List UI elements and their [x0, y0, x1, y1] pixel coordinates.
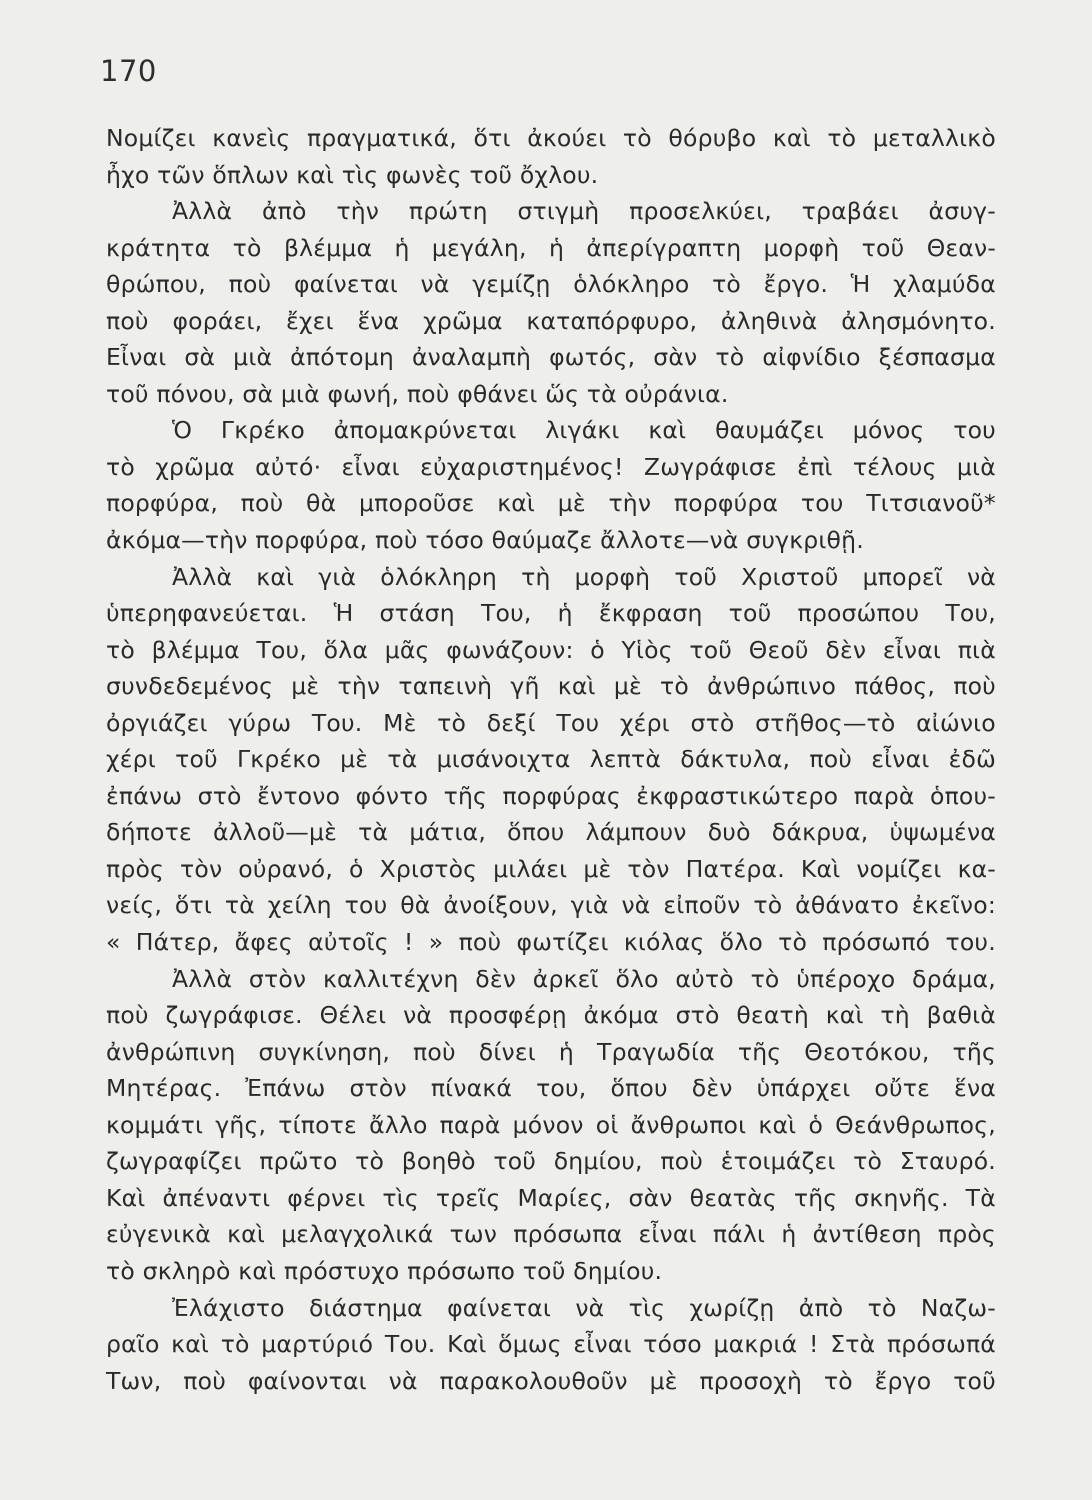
- text-line: ὀργιάζει γύρω Του. Μὲ τὸ δεξί Του χέρι στὸ στῆθος—τὸ αἰώνιο: [106, 708, 996, 737]
- text-line: ἐπάνω στὸ ἔντονο φόντο τῆς πορφύρας ἐκφραστικώτερο παρὰ ὁπου-: [106, 781, 996, 810]
- text-line: δήποτε ἀλλοῦ—μὲ τὰ μάτια, ὅπου λάμπουν δυὸ δάκρυα, ὑψωμένα: [106, 818, 996, 847]
- text-line: Νομίζει κανεὶς πραγματικά, ὅτι ἀκούει τὸ θόρυβο καὶ τὸ μεταλλικὸ: [106, 124, 996, 152]
- text-line: ἦχο τῶν ὅπλων καὶ τὶς φωνὲς τοῦ ὄχλου.: [106, 160, 599, 189]
- text-line: εὐγενικὰ καὶ μελαγχολικά των πρόσωπα εἶναι πάλι ἡ ἀντίθεση πρὸς: [106, 1220, 996, 1249]
- text-line: ποὺ φοράει, ἔχει ἕνα χρῶμα καταπόρφυρο, ἀληθινὰ ἀλησμόνητο.: [106, 306, 996, 335]
- text-line: ραῖο καὶ τὸ μαρτύριό Του. Καὶ ὅμως εἶναι τόσο μακριά ! Στὰ πρόσωπά: [106, 1330, 996, 1359]
- text-line: « Πάτερ, ἄφες αὐτοῖς ! » ποὺ φωτίζει κιόλας ὅλο τὸ πρόσωπό του.: [106, 928, 996, 957]
- text-line: πρὸς τὸν οὐρανό, ὁ Χριστὸς μιλάει μὲ τὸν Πατέρα. Καὶ νομίζει κα-: [106, 854, 996, 883]
- text-line: Καὶ ἀπέναντι φέρνει τὶς τρεῖς Μαρίες, σὰν θεατὰς τῆς σκηνῆς. Τὰ: [106, 1183, 996, 1212]
- text-line: ἀνθρώπινη συγκίνηση, ποὺ δίνει ἡ Τραγωδία τῆς Θεοτόκου, τῆς: [106, 1037, 996, 1066]
- text-line: τὸ βλέμμα Του, ὅλα μᾶς φωνάζουν: ὁ Υἱὸς τοῦ Θεοῦ δὲν εἶναι πιὰ: [106, 635, 996, 664]
- text-line: θρώπου, ποὺ φαίνεται νὰ γεμίζῃ ὁλόκληρο τὸ ἔργο. Ἡ χλαμύδα: [106, 270, 996, 299]
- text-line: Μητέρας. Ἐπάνω στὸν πίνακά του, ὅπου δὲν ὑπάρχει οὔτε ἕνα: [106, 1074, 996, 1103]
- text-line: Ἐλάχιστο διάστημα φαίνεται νὰ τὶς χωρίζῃ ἀπὸ τὸ Ναζω-: [172, 1293, 996, 1322]
- text-line: ποὺ ζωγράφισε. Θέλει νὰ προσφέρῃ ἀκόμα στὸ θεατὴ καὶ τὴ βαθιὰ: [106, 1001, 996, 1030]
- text-line: Ἀλλὰ στὸν καλλιτέχνη δὲν ἀρκεῖ ὅλο αὐτὸ τὸ ὑπέροχο δράμα,: [172, 964, 996, 993]
- text-line: συνδεδεμένος μὲ τὴν ταπεινὴ γῆ καὶ μὲ τὸ ἀνθρώπινο πάθος, ποὺ: [106, 672, 996, 701]
- text-line: τοῦ πόνου, σὰ μιὰ φωνή, ποὺ φθάνει ὥς τὰ οὐράνια.: [106, 379, 729, 408]
- text-line: Των, ποὺ φαίνονται νὰ παρακολουθοῦν μὲ προσοχὴ τὸ ἔργο τοῦ: [106, 1366, 996, 1395]
- text-line: τὸ σκληρὸ καὶ πρόστυχο πρόσωπο τοῦ δημίου.: [106, 1256, 663, 1285]
- text-line: κομμάτι γῆς, τίποτε ἄλλο παρὰ μόνον οἱ ἄνθρωποι καὶ ὁ Θεάνθρωπος,: [106, 1110, 996, 1139]
- text-line: πορφύρα, ποὺ θὰ μποροῦσε καὶ μὲ τὴν πορφύρα του Τιτσιανοῦ*: [106, 489, 996, 518]
- text-line: τὸ χρῶμα αὐτό· εἶναι εὐχαριστημένος! Ζωγράφισε ἐπὶ τέλους μιὰ: [106, 452, 996, 481]
- body-text: [106, 120, 996, 1399]
- text-line: χέρι τοῦ Γκρέκο μὲ τὰ μισάνοιχτα λεπτὰ δάκτυλα, ποὺ εἶναι ἐδῶ: [106, 745, 996, 774]
- text-line: ὑπερηφανεύεται. Ἡ στάση Του, ἡ ἔκφραση τοῦ προσώπου Του,: [106, 599, 996, 628]
- text-line: ἀκόμα—τὴν πορφύρα, ποὺ τόσο θαύμαζε ἄλλοτε—νὰ συγκριθῇ.: [106, 526, 864, 555]
- text-line: κράτητα τὸ βλέμμα ἡ μεγάλη, ἡ ἀπερίγραπτη μορφὴ τοῦ Θεαν-: [106, 233, 996, 262]
- page-number: 170: [100, 54, 157, 88]
- text-line: Ὁ Γκρέκο ἀπομακρύνεται λιγάκι καὶ θαυμάζει μόνος του: [172, 416, 996, 445]
- text-line: ζωγραφίζει πρῶτο τὸ βοηθὸ τοῦ δημίου, ποὺ ἑτοιμάζει τὸ Σταυρό.: [106, 1147, 996, 1176]
- text-line: Εἶναι σὰ μιὰ ἀπότομη ἀναλαμπὴ φωτός, σὰν τὸ αἰφνίδιο ξέσπασμα: [106, 343, 996, 372]
- text-line: Ἀλλὰ καὶ γιὰ ὁλόκληρη τὴ μορφὴ τοῦ Χριστοῦ μπορεῖ νὰ: [172, 562, 996, 591]
- text-line: νείς, ὅτι τὰ χείλη του θὰ ἀνοίξουν, γιὰ νὰ εἰποῦν τὸ ἀθάνατο ἐκεῖνο:: [106, 891, 996, 920]
- text-line: Ἀλλὰ ἀπὸ τὴν πρώτη στιγμὴ προσελκύει, τραβάει ἀσυγ-: [172, 197, 996, 226]
